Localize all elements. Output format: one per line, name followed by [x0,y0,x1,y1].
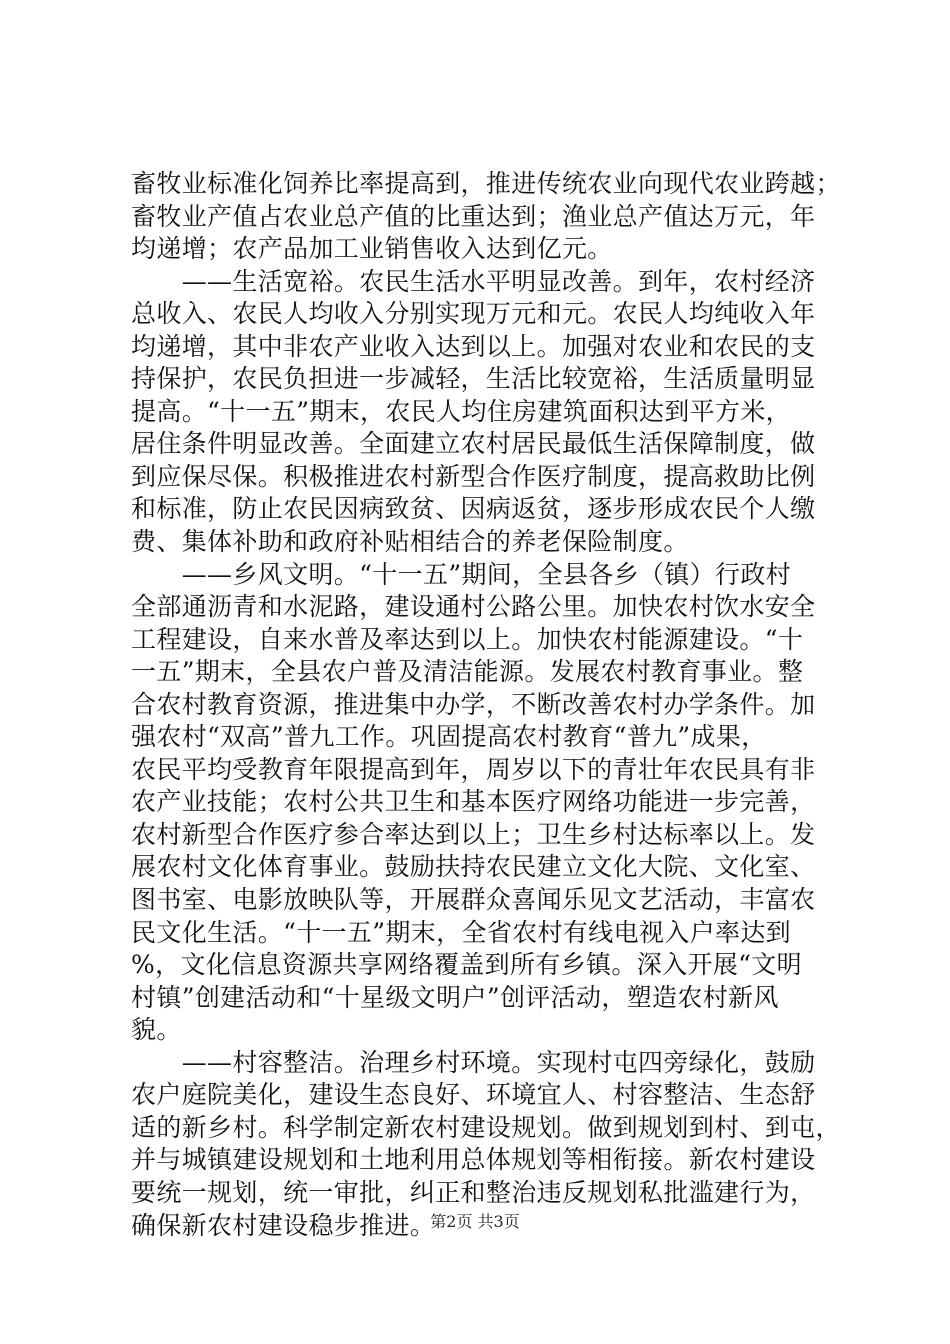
text-line: 确保新农村建设稳步推进。 [131,1210,436,1240]
text-line: 村镇”创建活动和“十星级文明户”创评活动，塑造农村新风 [131,982,779,1012]
text-line: 农村新型合作医疗参合率达到以上；卫生乡村达标率以上。发 [131,819,816,849]
text-line: 到应保尽保。积极推进农村新型合作医疗制度，提高救助比例 [131,461,816,491]
text-line: 和标准，防止农民因病致贫、因病返贫，逐步形成农民个人缴 [131,494,816,524]
text-line: ——村容整洁。治理乡村环境。实现村屯四旁绿化，鼓励 [131,1047,816,1077]
text-line: 费、集体补助和政府补贴相结合的养老保险制度。 [131,527,689,557]
text-line: 貌。 [131,1015,182,1045]
text-line: 工程建设，自来水普及率达到以上。加快农村能源建设。“十 [131,624,804,654]
text-line: %，文化信息资源共享网络覆盖到所有乡镇。深入开展“文明 [131,950,802,980]
text-line: 民文化生活。“十一五”期末，全省农村有线电视入户率达到 [131,917,792,947]
text-line: 全部通沥青和水泥路，建设通村公路公里。加快农村饮水安全 [131,592,816,622]
text-line: 均递增，其中非农产业收入达到以上。加强对农业和农民的支 [131,331,816,361]
text-line: 农民平均受教育年限提高到年，周岁以下的青壮年农民具有非 [131,754,816,784]
text-line: 农户庭院美化，建设生态良好、环境宜人、村容整洁、生态舒 [131,1080,816,1110]
page-footer: 第2页 共3页 [430,1212,520,1231]
text-line: 农产业技能；农村公共卫生和基本医疗网络功能进一步完善， [131,787,816,817]
text-line: ——乡风文明。“十一五”期间，全县各乡（镇）行政村 [131,559,792,589]
text-line: 居住条件明显改善。全面建立农村居民最低生活保障制度，做 [131,429,816,459]
body-text [131,168,841,1242]
text-line: 图书室、电影放映队等，开展群众喜闻乐见文艺活动，丰富农 [131,885,816,915]
text-line: 畜牧业标准化饲养比率提高到，推进传统农业向现代农业跨越； [131,169,841,198]
text-line: 一五”期末，全县农户普及清洁能源。发展农村教育事业。整 [131,657,804,687]
text-line: 要统一规划，统一审批，纠正和整治违反规划私批滥建行为， [131,1177,816,1207]
text-line: 展农村文化体育事业。鼓励扶持农民建立文化大院、文化室、 [131,852,816,882]
text-line: ——生活宽裕。农民生活水平明显改善。到年，农村经济 [131,266,816,296]
text-line: 提高。“十一五”期末，农民人均住房建筑面积达到平方米， [131,396,792,426]
text-line: 畜牧业产值占农业总产值的比重达到；渔业总产值达万元，年 [131,201,816,231]
text-line: 强农村“双高”普九工作。巩固提高农村教育“普九”成果， [131,722,767,752]
text-line: 均递增；农产品加工业销售收入达到亿元。 [131,234,613,264]
text-line: 总收入、农民人均收入分别实现万元和元。农民人均纯收入年 [131,299,816,329]
text-line: 持保护，农民负担进一步减轻，生活比较宽裕，生活质量明显 [131,364,816,394]
text-line: 并与城镇建设规划和土地利用总体规划等相衔接。新农村建设 [131,1145,816,1175]
text-line: 适的新乡村。科学制定新农村建设规划。做到规划到村、到屯， [131,1112,841,1142]
text-line: 合农村教育资源，推进集中办学，不断改善农村办学条件。加 [131,689,816,719]
